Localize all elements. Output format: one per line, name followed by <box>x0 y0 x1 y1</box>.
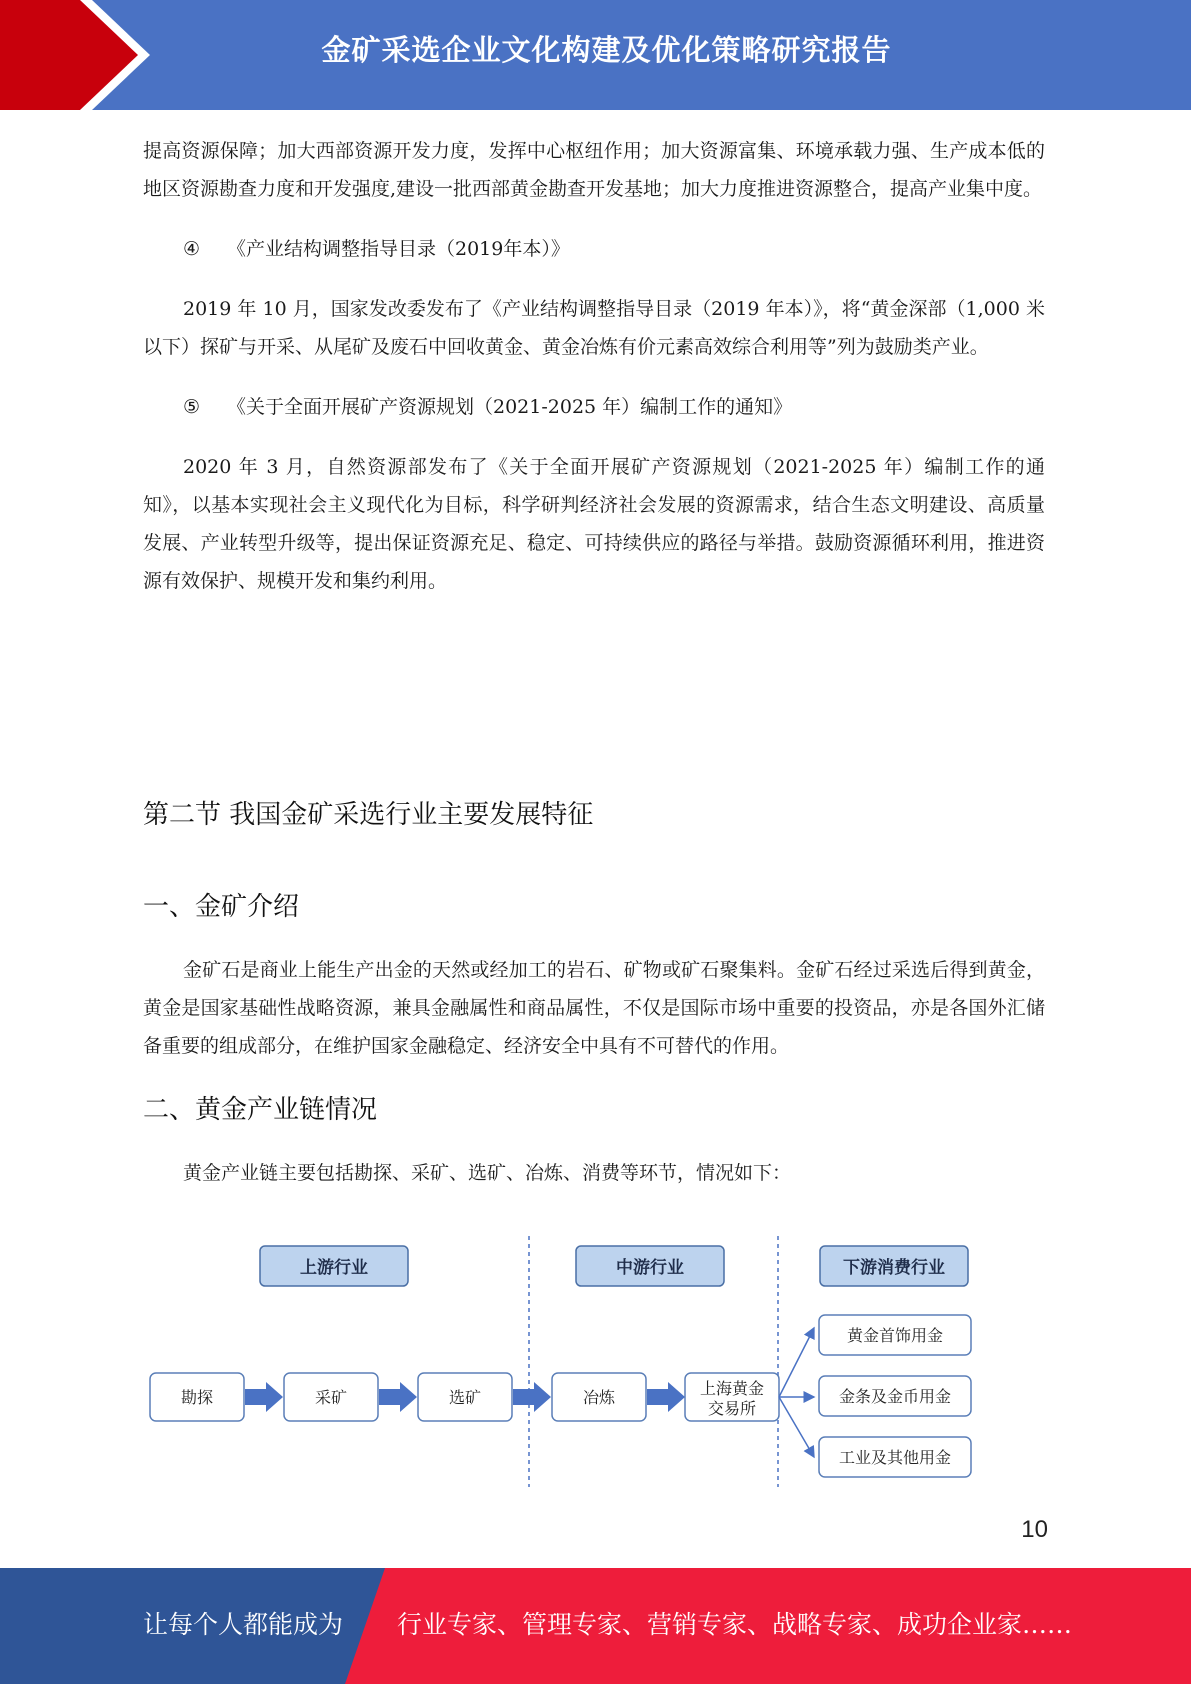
branch-arrow <box>779 1328 814 1397</box>
downstream-header <box>820 1246 968 1286</box>
svg-text:采矿: 采矿 <box>314 1388 348 1407</box>
svg-text:中游行业: 中游行业 <box>616 1258 684 1278</box>
list-item-5 <box>143 388 1045 426</box>
svg-text:上海黄金: 上海黄金 <box>699 1379 765 1398</box>
item-5-number: ⑤ <box>183 396 201 418</box>
footer-slogan-left: 让每个人都能成为 <box>143 1610 344 1639</box>
flow-arrow <box>379 1382 417 1412</box>
gold-intro-paragraph: 金矿石是商业上能生产出金的天然或经加工的岩石、矿物或矿石聚集料。金矿石经过采选后得到黄金，黄金是国家基础性战略资源，兼具金融属性和商品属性，不仅是国际市场中重要的投资品，亦是各国外汇储备重要的组成部分，在维护国家金融稳定、经济安全中具有不可替代的作用。 <box>143 959 1045 1057</box>
page-footer <box>0 1568 1191 1684</box>
upstream-header <box>260 1246 408 1286</box>
node-smelting <box>552 1373 646 1421</box>
node-explore <box>150 1373 244 1421</box>
node-industrial <box>819 1437 971 1477</box>
page-number: 10 <box>1021 1516 1048 1543</box>
list-item-4 <box>143 230 1045 268</box>
svg-text:金条及金币用金: 金条及金币用金 <box>838 1387 952 1406</box>
svg-text:勘探: 勘探 <box>180 1388 214 1407</box>
item-5-paragraph: 2020 年 3 月，自然资源部发布了《关于全面开展矿产资源规划（2021-2025 年）编制工作的通知》，以基本实现社会主义现代化为目标，科学研判经济社会发展的资源需求，结合生态文明建设、高质量发展、产业转型升级等，提出保证资源充足、稳定、可持续供应的路径与举措。鼓励资源循环利用，推进资源有效保护、规模开发和集约利用。 <box>143 456 1045 592</box>
item-4-number: ④ <box>183 238 201 260</box>
subsection-title-2: 二、黄金产业链情况 <box>143 1095 378 1125</box>
item-4-title: 《产业结构调整指导目录（2019年本）》 <box>227 238 570 260</box>
branch-arrow <box>779 1397 814 1457</box>
node-mining <box>284 1373 378 1421</box>
item-4-paragraph: 2019 年 10 月，国家发改委发布了《产业结构调整指导目录（2019 年本）》，将“黄金深部（1,000 米以下）探矿与开采、从尾矿及废石中回收黄金、黄金冶炼有价元素高效综合利用等”列为鼓励类产业。 <box>143 298 1045 358</box>
report-title: 金矿采选企业文化构建及优化策略研究报告 <box>321 33 892 67</box>
node-dressing <box>418 1373 512 1421</box>
svg-text:冶炼: 冶炼 <box>582 1388 616 1407</box>
subsection-title-1: 一、金矿介绍 <box>143 892 300 922</box>
svg-text:上游行业: 上游行业 <box>300 1258 368 1278</box>
svg-text:黄金首饰用金: 黄金首饰用金 <box>846 1326 944 1345</box>
svg-text:工业及其他用金: 工业及其他用金 <box>838 1448 952 1467</box>
intro-paragraph: 提高资源保障；加大西部资源开发力度，发挥中心枢纽作用；加大资源富集、环境承载力强、生产成本低的地区资源勘查力度和开发强度,建设一批西部黄金勘查开发基地；加大力度推进资源整合，提高产业集中度。 <box>143 140 1045 200</box>
svg-text:交易所: 交易所 <box>707 1399 757 1418</box>
flow-arrow <box>245 1382 283 1412</box>
node-exchange <box>685 1373 779 1421</box>
flow-arrow <box>647 1382 685 1412</box>
industry-chain-paragraph: 黄金产业链主要包括勘探、采矿、选矿、冶炼、消费等环节，情况如下： <box>183 1162 792 1184</box>
document-body <box>143 132 1045 600</box>
gold-industry-chain-diagram <box>148 1232 978 1494</box>
midstream-header <box>576 1246 724 1286</box>
node-bars <box>819 1376 971 1416</box>
node-jewelry <box>819 1315 971 1355</box>
item-5-title: 《关于全面开展矿产资源规划（2021-2025 年）编制工作的通知》 <box>227 396 793 418</box>
flow-arrow <box>513 1382 551 1412</box>
page-header <box>0 0 1191 110</box>
footer-slogan-right: 行业专家、管理专家、营销专家、战略专家、成功企业家…… <box>397 1610 1073 1639</box>
svg-text:下游消费行业: 下游消费行业 <box>843 1258 945 1278</box>
svg-text:选矿: 选矿 <box>448 1388 482 1407</box>
section-title: 第二节 我国金矿采选行业主要发展特征 <box>143 800 594 830</box>
